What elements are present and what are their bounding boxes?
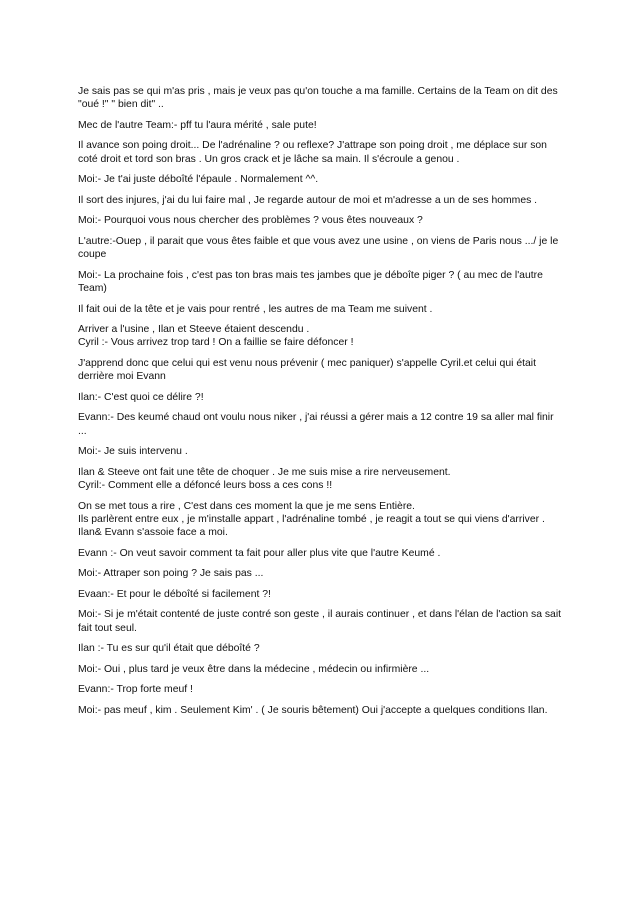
text-line: Moi:- Oui , plus tard je veux être dans la médecine , médecin ou infirmière ... bbox=[78, 663, 430, 675]
paragraph bbox=[78, 173, 562, 186]
paragraph bbox=[78, 235, 562, 261]
paragraph bbox=[78, 567, 562, 580]
text-line: Arriver a l'usine , Ilan et Steeve étaient descendu . bbox=[78, 324, 310, 336]
text-line: Evann :- On veut savoir comment ta fait pour aller plus vite que l'autre Keumé . bbox=[78, 547, 441, 559]
paragraph bbox=[78, 391, 562, 404]
text-line: J'apprend donc que celui qui est venu nous prévenir ( mec paniquer) s'appelle Cyril.et celui qui était derrière moi Evann bbox=[78, 357, 536, 383]
text-line: Evaan:- Et pour le déboîté si facilement ?! bbox=[78, 588, 271, 600]
document-body bbox=[78, 85, 562, 724]
text-line: Je sais pas se qui m'as pris , mais je veux pas qu'on touche a ma famille. Certains de la Team on dit des "oué !" " bien dit" .. bbox=[78, 86, 558, 111]
paragraph bbox=[78, 466, 562, 492]
text-line: Ils parlèrent entre eux , je m'installe appart , l'adrénaline tombé , je reagit a tout se qui viens d'arriver . bbox=[78, 513, 545, 525]
text-line: Moi:- Si je m'était contenté de juste contré son geste , il aurais continuer , et dans l'élan de l'action sa sait fait tout seul. bbox=[78, 609, 562, 634]
paragraph bbox=[78, 269, 562, 295]
text-line: Il fait oui de la tête et je vais pour rentré , les autres de ma Team me suivent . bbox=[78, 303, 433, 315]
text-line: Moi:- Attraper son poing ? Je sais pas ... bbox=[78, 568, 264, 580]
paragraph bbox=[78, 194, 562, 207]
paragraph bbox=[78, 323, 562, 349]
text-line: Mec de l'autre Team:- pff tu l'aura mérité , sale pute! bbox=[78, 119, 317, 131]
paragraph bbox=[78, 663, 562, 676]
text-line: Ilan :- Tu es sur qu'il était que déboîté ? bbox=[78, 643, 260, 655]
text-line: Moi:- Je suis intervenu . bbox=[78, 446, 188, 458]
text-line: Evann:- Trop forte meuf ! bbox=[78, 684, 193, 696]
text-line: Moi:- Je t'ai juste déboîté l'épaule . Normalement ^^. bbox=[78, 174, 319, 186]
paragraph bbox=[78, 85, 562, 111]
text-line: Evann:- Des keumé chaud ont voulu nous niker , j'ai réussi a gérer mais a 12 contre 19 sa aller mal finir ... bbox=[78, 412, 554, 437]
text-line: L'autre:-Ouep , il parait que vous êtes faible et que vous avez une usine , on viens de Paris nous .../ je le coupe bbox=[78, 235, 559, 261]
text-line: Ilan:- C'est quoi ce délire ?! bbox=[78, 391, 204, 403]
paragraph bbox=[78, 500, 562, 540]
paragraph bbox=[78, 642, 562, 655]
text-line: Moi:- pas meuf , kim . Seulement Kim' . ( Je souris bêtement) Oui j'accepte a quelques conditions Ilan. bbox=[78, 704, 548, 716]
paragraph bbox=[78, 214, 562, 227]
paragraph bbox=[78, 608, 562, 634]
text-line: Moi:- La prochaine fois , c'est pas ton bras mais tes jambes que je déboîte piger ? ( au mec de l'autre Team) bbox=[78, 269, 543, 294]
text-line: Cyril :- Vous arrivez trop tard ! On a faillie se faire défoncer ! bbox=[78, 337, 354, 349]
text-line: Il sort des injures, j'ai du lui faire mal , Je regarde autour de moi et m'adresse a un de ses hommes . bbox=[78, 194, 538, 206]
text-line: Cyril:- Comment elle a défoncé leurs boss a ces cons !! bbox=[78, 479, 333, 491]
paragraph bbox=[78, 683, 562, 696]
text-line: Il avance son poing droit... De l'adrénaline ? ou reflexe? J'attrape son poing droit , me déplace sur son coté droit et tord son bras . Un gros crack et je lâche sa main. Il s'écroule a genou . bbox=[78, 140, 547, 165]
text-line: On se met tous a rire , C'est dans ces moment la que je me sens Entière. bbox=[78, 500, 415, 512]
text-line: Moi:- Pourquoi vous nous chercher des problèmes ? vous êtes nouveaux ? bbox=[78, 215, 423, 227]
paragraph bbox=[78, 411, 562, 437]
paragraph bbox=[78, 547, 562, 560]
paragraph bbox=[78, 119, 562, 132]
text-line: Ilan& Evann s'assoie face a moi. bbox=[78, 526, 228, 538]
text-line: Ilan & Steeve ont fait une tête de choquer . Je me suis mise a rire nerveusement. bbox=[78, 466, 451, 478]
paragraph bbox=[78, 588, 562, 601]
paragraph bbox=[78, 357, 562, 383]
paragraph bbox=[78, 704, 562, 717]
paragraph bbox=[78, 303, 562, 316]
paragraph bbox=[78, 445, 562, 458]
paragraph bbox=[78, 139, 562, 165]
